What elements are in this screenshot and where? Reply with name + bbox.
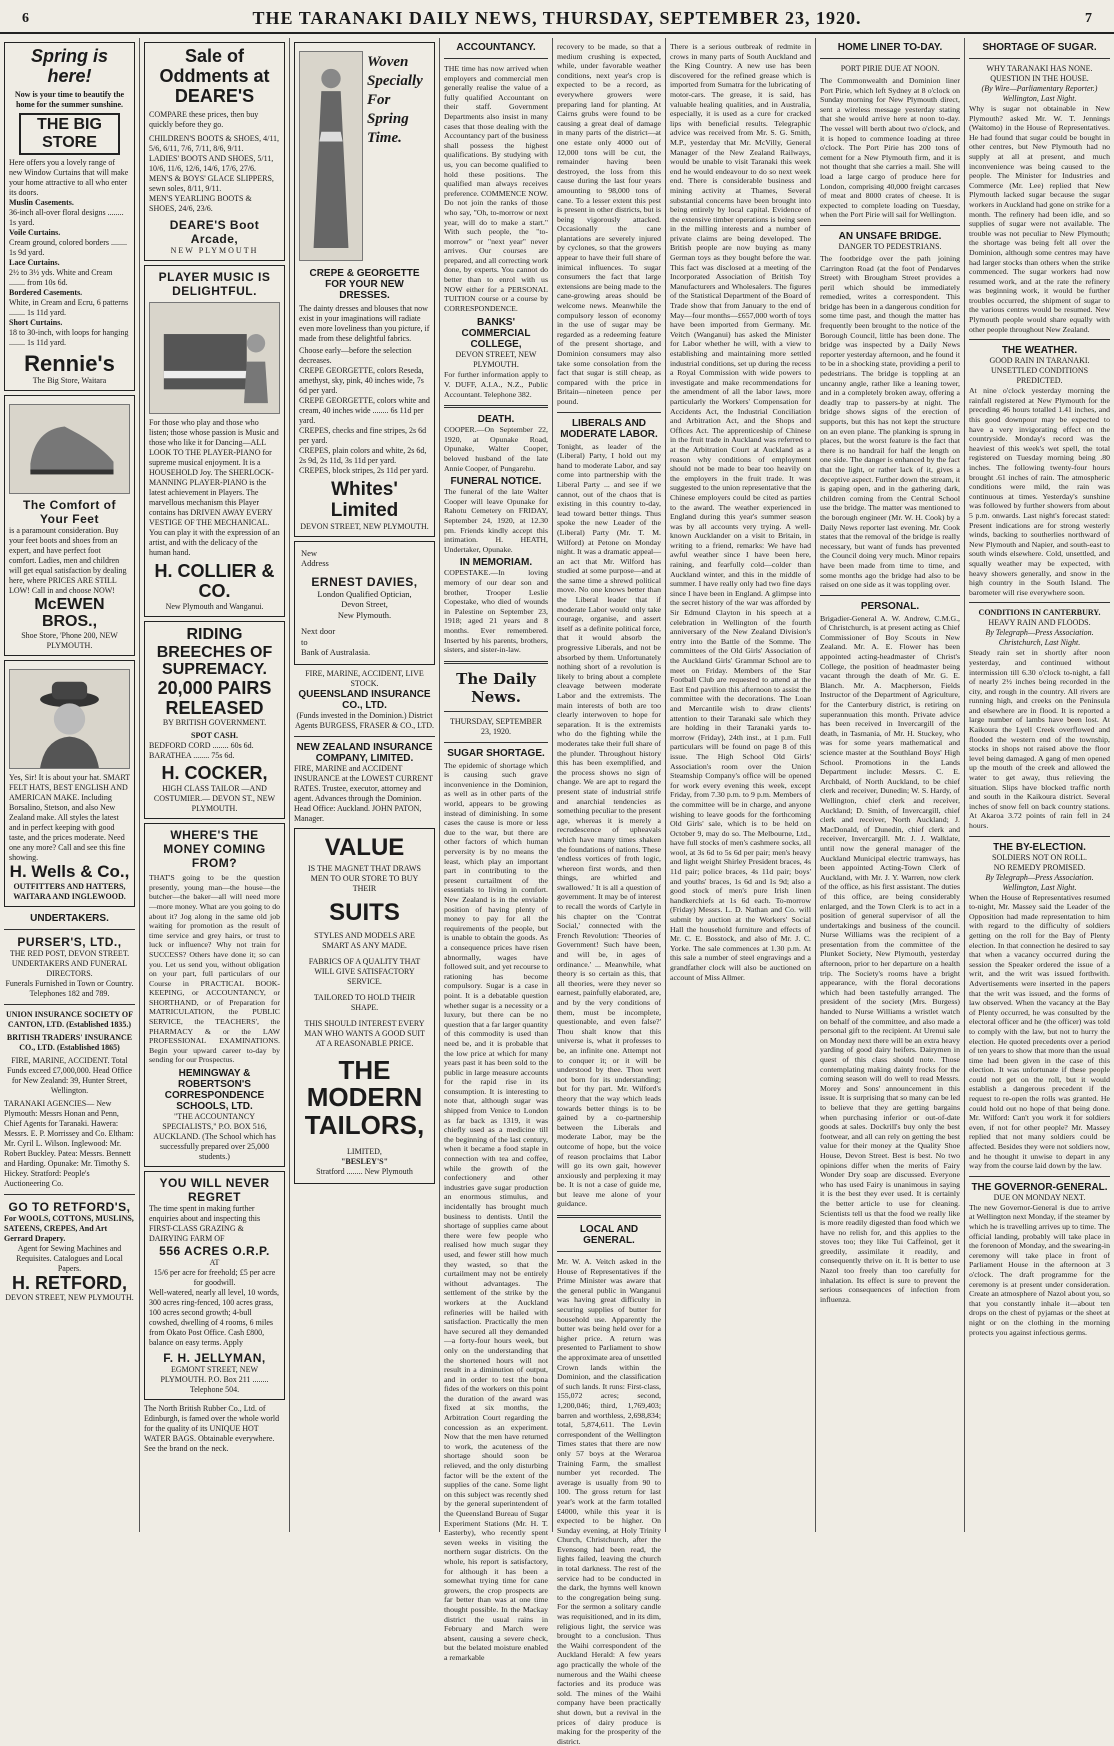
byelection-byline: By Telegraph—Press Association. Wellington, Last Night.: [985, 872, 1094, 892]
sugar-editorial-text: The epidemic of shortage which is causing such grave inconvenience in the Dominion, as well as in other parts of the world, appears to be growing instead of diminishing. In some cases the cause is more or less due to the war, but there are other factors of which human perversity is by no means the least, which play an important part in contributing to the present curtailment of the essentials to living in comfort. New Zealand is in the enviable position of having plenty of money to pay for all the requirements of the people, but is unable to obtain the goods. As a consequence prices have risen abnormally, wages have followed suit, and yet recourse to rationing has become compulsory. Sugar is a case in point. It is a debatable question whether sugar is a necessity or a luxury, but there can be no question that a far larger quantity of this commodity is used than need be, and it is probable that the low price at which for many years past it has been sold to the public in large measure accounts for the rapid rise in its consumption. It is interesting to note that, although sugar was shipped from Venice to London as far back as 1319, it was chiefly used as a medicine till the beginning of the last century, when it became a food staple in connection with tea and coffee, while the growth of the confectionery and other industries gave sugar production an enormous stimulus, and incidentally has brought much business to dentists. Until the shortage of supplies came about there were few people who realised how much sugar they used, and fewer still how much they wasted, so that the curtailment may not be entirely without advantages. The settlement of the strike by the workers at the Auckland refineries will be hailed with satisfaction. Practically the men have secured all they demanded—a forty-four hours week, but only on the understanding that the shortened hours will not result in a diminution of output, and in order to test the bona fides of the workers on this point the duration of the award was fixed at six months, the Arbitration Court regarding the concession as an experiment. Now that the men have returned to work, the acuteness of the shortage should soon be relieved, and the only disturbing factor will be the extent of the supplies of the cane. Some light on this subject was recently shed by the general superintendent of the Queensland Bureau of Sugar Experiment Stations (Mr. H. T. Easterby), who recently spent seven weeks in visiting the northern sugar districts. On the whole, his report is satisfactory, for although it has been a somewhat trying time for cane growers, the crop prospects are far better than was at one time thought possible. In the Mackay district the usual rains in February and March were absent, causing a severe check, but the belated moisture enabled a remarkable: [444, 760, 548, 1662]
acres-at: AT: [209, 1258, 220, 1268]
bedford-price: BEDFORD CORD ........ 60s 6d.: [149, 741, 254, 751]
nzi-name: NEW ZEALAND INSURANCE COMPANY, LIMITED.: [296, 741, 433, 764]
hat-text: Yes, Sir! It is about your hat. SMART FELT HATS, BEST ENGLISH AND AMERICAN MAKE. Including Borsalino, Stetson, and also New Zealand make. All styles the latest and in perfect keeping with good taste, and the prices moderate. Need one any more? Call and see this fine showing.: [9, 772, 131, 862]
modern-tailors-ad: [294, 828, 435, 1184]
byelection-remedy: NO REMEDY PROMISED.: [993, 862, 1086, 872]
davies-next-door: Next door: [301, 626, 336, 637]
crepe-price-line: CREPE GEORGETTE, colors Reseda, amethyst, sky, pink, 40 inches wide, 7s 6d per yard.: [299, 366, 424, 395]
weather-text: At nine o'clock yesterday morning the rainfall registered at New Plymouth for the preceding 46 hours totalled 1.41 inches, and this good downpour may be expected to have a very invigorating effect on the countryside. Monday's record was the heaviest of this week's wet spell, the total registered on Tuesday morning being .80 inches. The following twenty-four hours brought .61 inches of rain. The atmospheric conditions were mild, the rain was continuous at times. Yesterday's sunshine was followed by further showers from about 5 p.m. onwards. Last night's forecast stated: Present indications are for strong westerly winds, backing to southerlies northward of New Plymouth and Napier, and south-east to south winds elsewhere. Cold, unsettled, and squally weather may be expected, with heavy showers generally, and snow in the high country in the South Island. The barometer will rise everywhere soon.: [969, 386, 1110, 597]
spring-text: Now is your time to beautify the home for the summer sunshine.: [14, 89, 125, 109]
money-text: THAT'S going to be the question presently, young man—the house—the butcher—the baker—all will need more—more money. What are you going to do about it? Jog along in the same old job waiting for promotion as the result of time service and grey hairs, or trust to luck or influence? Why not train for SUCCESS? Others have done it; so can you. Let us send you, without obligation on your part, full particulars of our Course in PRACTICAL BOOK-KEEPING, or ACCOUNTANCY, or SHORTHAND, or of Preparation for MATRICULATION, the PUBLIC SERVICE, the TEACHERS', the PHARMACY & or the LAW PROFESSIONAL EXAMINATIONS. Begin your upward career to-day by sending for our Prospectus.: [149, 873, 280, 1065]
deares-price-line: LADIES' BOOTS AND SHOES, 5/11, 10/6, 11/6, 12/6, 14/6, 17/6, 27/6.: [149, 154, 274, 174]
question-house: QUESTION IN THE HOUSE.: [990, 74, 1089, 83]
davies-role: London Qualified Optician,: [317, 588, 412, 599]
bridge-title: AN UNSAFE BRIDGE.: [838, 230, 942, 242]
local-general-continued: There is a serious outbreak of redmite in crows in many parts of South Auckland and the King Country. A new use has been discovered for the refined grease which is imported from Sumatra for the lubricating of motor-cars. The grease, it is said, has valuable healing qualities, and in Australia, especially, it is used as a cure for cracked lips with beneficial results. Telegraphic advice was received from Mr. S. G. Smith, M.P., yesterday that Mr. McVilly, General Manager of the New Zealand Railways, would be unable to visit Taranaki this week end he would endeavour to do so next week end. There is considerable business and mining activity at Thames, Several substantial concerns have been brought into being entirely by local capital. Evidence of the extensive timber operations is being seen in the milling interests and a number of private claims are being developed. The British people are now buying as many German toys as they bought before the war. This fact was disclosed at a meeting of the Incorporated Association of British Toy Manufacturers and Wholesalers. The figures of the Statistical Department of the Board of Trade show that from January to the end of May—four months—£657,000 worth of toys have been imported from Germany. Mr. Veitch (Wanganui) has asked the Minister for Labor whether he will, with a view to establishing and maintaining more settled industrial conditions, set up during the recess a Royal Commission with wide powers to investigate and make recommendations for the amendment of all the labor laws, more particularly the Workers' Compensation for Accidents Act, the Industrial Conciliation and Arbitration Act, and the Shops and Offices Act. The apprenticeship of Chinese in the fruit trade in Auckland was referred to at the Arbitration Court at Auckland as a reason why conditions of employment should not be made to bear too heavily on the employers in the fruit trade. It was suggested to the union representative that the Chinese employers could be cited as parties to the award. The weather experienced in England during this year's summer season was by all accounts very trying. A well-known Aucklander on a visit to Britain, in writing to a friend, remarks: We have had awful weather since I have been here, raining, and fearfully cold—colder than Auckland winter, and this in the middle of summer. I have really only had two fine days since I have been in England. A glimpse into the secret history of the war was afforded by Sir Edmund Clayton in his speech at a celebration in Wellington of the fourth anniversary of the New Zealand Division's entry into the Battle of the Somme. The committees of the Old Girls' Association of the Auckland Girls' Grammar School are to meet on Friday. Members of the Star Football Club are requested to attend at the East End pavilion this afternoon to assist the committee with the decorations. The Loan and Mercantile wish to draw clients' attention to their Taranaki sale which they are holding in their Taranaki yards to-morrow (Friday), 24th inst., at 1 p.m. Full particulars will be found on page 8 of this issue. The High School Old Girls' Association's room over the Union Steamship Company's office will be opened for work every evening this week, except Friday, from 7.30 p.m. to 9 p.m. Members of the committee will be in charge, and anyone wishing to leave goods for the forthcoming Old Girls' sale, which is to be held on October 9, may do so. The Melbourne, Ltd., have full stocks of men's cashmere socks, all wool, at 3s 6d to 5s 6d per pair; men's heavy and light weight Shirley President braces, 4s 11d pair; police braces, 4s 11d pair; boys' and youths' braces, 1s 6d and 1s 9d; also a good stock of men's pure Irish linen handkerchiefs at 1s 6d each. To-morrow (Friday) Messrs. L. D. Nathan and Co. will submit by auction at the Workers' Social Hall the household furniture and effects of Mr. C. E. Bosstock, and also of Mr. J. C. Yorke. The sale commences at 1.30 p.m. At this sale a number of steel engravings and a grandfather clock will also be auctioned on account of Miss Allmer.: [670, 42, 811, 982]
accountancy-title: ACCOUNTANCY.: [456, 42, 536, 53]
deares-arcade: DEARE'S Boot Arcade,: [169, 218, 260, 247]
column-4: [440, 38, 553, 1662]
spring-headline: Spring is here!: [30, 46, 108, 86]
whites-name: Whites' Limited: [330, 479, 399, 521]
pursers-sub: UNDERTAKERS AND FUNERAL DIRECTORS.: [11, 958, 128, 978]
column-1: [0, 38, 140, 1532]
governor-title: THE GOVERNOR-GENERAL.: [971, 1181, 1108, 1193]
curtain-item-desc: 36-inch all-over floral designs ........ 1s yard.: [9, 207, 124, 227]
wells-ad: [4, 660, 135, 907]
column-3: [290, 38, 440, 1532]
dress-illustration: [299, 51, 363, 261]
curtain-item-desc: 18 to 30-inch, with loops for hanging ........ 1s 11d yard.: [9, 327, 129, 347]
sugar-continued-text: recovery to be made, so that a medium crushing is expected, while, under favorable weather conditions, next year's crop is expected to be a record, as everywhere growers were preparing land for planting. At Cairns grubs were found to be causing a great deal of damage in many parts of the district—at one estate only 4000 out of 12,000 tons will be cut, the remainder having been destroyed, the loss from this cause during the last four years amounting to 98,000 tons of cane. To a lesser extent this pest is present in other districts, but is being vigorously attacked. Occasionally the cane plantations are severely injured by cyclones, so that the growers appear to have their full share of inimical influences. To sugar consumers the fact that large extensions are being made to the cane-growing areas should be welcome news. Meanwhile the compulsory lesson of economy in the use of sugar may be regarded as a redeeming feature of the present shortage, and Dominion consumers may also take some consolation from the fact that sugar is still cheap, as compared with the price in Britain—nineteen pence per pound.: [557, 42, 661, 406]
crepe-price-line: CREPES, checks and fine stripes, 2s 6d per yard.: [299, 426, 427, 445]
page-number-left: 6: [22, 10, 29, 26]
weather-unsettled: UNSETTLED CONDITIONS PREDICTED.: [990, 366, 1089, 386]
styles-text: STYLES AND MODELS ARE SMART AS ANY MADE.: [314, 931, 415, 951]
acres-price: 15/6 per acre for freehold; £5 per acre for goodwill.: [153, 1268, 276, 1288]
curtain-list: [9, 198, 130, 348]
banks-info: For further information apply to V. DUFF, A.I.A., N.Z., Public Accountant. Telephone 382.: [444, 370, 548, 399]
cocker-sub: HIGH CLASS TAILOR —AND COSTUMIER.— DEVON ST., NEW PLYMOUTH.: [153, 784, 276, 814]
jellyman-ad: [144, 1171, 285, 1400]
personal-text: Brigadier-General A. W. Andrew, C.M.G., of Christchurch, is at present acting as Chief Commissioner of Boy Scouts in New Zealand. Mr. A. E. Flower has been appointed acting-headmaster of Christ's College, the position of headmaster being vacant through the death of Mr. G. E. Blanch. Mr. A. Macpherson, Fields Instructor of the Department of Agriculture, for the Canterbury district, is retiring on superannuation this month. Private advice has been received in Invercargill of the death, in Tasmania, of Mr. H. Stuckey, who was for some years mathematical and science master at the Southland Boys' High School. Promotions in the Lands Department include: Messrs. C. E. Archbald, of North Auckland, to be chief clerk and receiver, Dunedin; W. S. Hardy, of Wellington, chief clerk and receiver, Auckland; D. Smith, of Invercargill, chief clerk and receiver, North Auckland; J. MacDonald, of Dunedin, chief clerk and receiver, Invercargill. Mr. J. J. Walklate, until now the general manager of the Auckland Municipal electric tramways, has been appointed Acting-Town Clerk of Auckland, with Mr. J. Y. Warren, now clerk of the office, as his first assistant. The duties of this office, are being considerably enlarged, and the Town Clerk is to act in a position of general supervisor of all the undertakings and business of the council. Nurse Williams was the recipient of a presentation from the committee of the Plunket Society, New Plymouth, yesterday afternoon, prior to her departure on a health trip. The Society's rooms have a bright appearance, with the floral decorations which had been tastefully arranged. The president of the society (Mrs. Burgess) handed to Nurse Williams a wristlet watch on behalf of the committee, and also made a personal gift to the recipient. At Urenui sale on Monday next there will be an extra heavy yarding of good dairy heifers. Dairymen in quest of this class should note. Those contemplating making dainty frocks for the coming season will do well to read Messrs. Morey and Sons' announcement in this issue. It is surprising that so many can be led to believe that they are getting bargains when purchasing inferior or out-of-date goods at sales. Dockrill's buy only the best footwear, and all can rely on getting the best value for their money at the Quality Shoe House, Devon Street. Best is best. No two opinions differ when the merits of Fairy Wonder Dry soap are discussed. Everyone who has used Fairy is unanimous in saying it is the best they ever used. It is certainly the better article to use for cleaning. Scientists tell us that the food we really like is more readily digested than food which we have no relish for, and this applies to the stoves too; they like Tui Caffeinol, get it greedily, assimilate it readily, and consequently thrive on it. It is better to use Nazol too freely than too carefully for inhalation. Its effect is sure to prevent the serious consequences of infection from influenza.: [820, 613, 960, 1304]
fabrics-text: FABRICS OF A QUALITY THAT WILL GIVE SATISFACTORY SERVICE.: [308, 957, 421, 987]
crepe-price-list: [299, 366, 430, 476]
bridge-sub: DANGER TO PEDESTRIANS.: [838, 241, 942, 251]
crepe-price-line: CREPES, block stripes, 2s 11d per yard.: [299, 466, 429, 475]
memoriam-text: COPESTAKE.—In loving memory of our dear son and brother, Trooper Leslie Copestake, who died of wounds in Palestine on September 23, 1918; aged 21 years and 8 months. Ever remembered. Inserted by his parents, brothers, sisters, and sister-in-law.: [444, 568, 548, 655]
davies-address-label: Address: [301, 558, 329, 569]
jellyman-sub: EGMONT STREET, NEW PLYMOUTH. P.O. Box 211 ........ Telephone 504.: [160, 1365, 269, 1395]
collier-name: H. COLLIER & CO.: [154, 561, 275, 602]
retford-list: For WOOLS, COTTONS, MUSLINS, SATEENS, CREPES, And Art Gerrard Drapery.: [4, 1213, 134, 1243]
deares-price-list: [149, 134, 280, 214]
mcewen-sub: Shoe Store, 'Phone 200, NEW PLYMOUTH.: [21, 630, 118, 650]
crepe-price-line: CREPES, plain colors and white, 2s 6d, 2s 9d, 2s 11d, 3s 11d per yard.: [299, 446, 427, 465]
whites-ad: [294, 42, 435, 537]
shortage-byline: (By Wire—Parliamentary Reporter.) Wellington, Last Night.: [981, 84, 1098, 103]
labor-text: Tonight, as leader of the (Liberal) Party, I hold out my hand to moderate Labor, and say come into partnership with the Liberal Party ... and see if we cannot, out of the chaos that is existing in this country to-day, lead toward better things. Thus spoke the new Leader of the (Liberal) Party (Mr. T. M. Wilford) at Petone on Monday night. It was a dramatic appeal—an act that Mr. Wilford has studied at some purpose—and at the same time a shrewd political move. No one knows better than the Liberal leader that if moderate Labor would only take courage, organise, and assert itself as a definite political force, that it would absorb the progressive Liberals, and not be absorbed by them. Unfortunately nothing short of a revolution is likely to bring about a complete cleavage between moderate Labor and the extremists. The main interests of both are too clearly interwoven to hope for separation. It is the extremists who do the fighting while the moderates take their full share of the plunder. Throughout history this has been exemplified, and the process shows no sign of change. We are apt to regard the present state of industrial strife and anarchial tendencies as something peculiar to the present age, whereas it is merely a recrudescence of upheavals which have many times shaken the foundations of nations. These 'endless vortices of froth logic, whereon first words, and then things, are whirled and swallowed.' It is all a question of government. It may be of interest to recall the words of Carlyle in his chapter on the 'Contrat Social,' connected with the French Revolution: 'Theories of Government! Such have been, and will be, in ages of ordinance.' ... Meanwhile, what theory is so certain as this, that all theories, were they never so earnest, painfully elaborated, are, and by the very conditions of them, must be incomplete, questionable, and even false?' Thou shalt know that this universe is, what it professes to be, an infinite one. Attempt not to conquer it; or it will be understood by thee. Thou wert not born for its understanding; but for thy part. Mr. Wilford's theory that the way which leads towards better things is to be gained by a co-partnership between the Liberals and moderate Labor, may be the outcome of hope, but the voice of reason proclaims that Labor will go its own gait, however anxiously and perplexing it may be. It is not a case of guide me, but leave me alone of your guidance.: [557, 441, 661, 1209]
wells-sub: OUTFITTERS AND HATTERS, WAITARA AND INGLEWOOD.: [13, 881, 126, 901]
page-number-right: 7: [1085, 10, 1092, 26]
big-store-text: Here offers you a lovely range of new Window Curtains that will make your home attractive to all who enter its doors.: [9, 157, 129, 197]
column-6: [666, 38, 816, 1532]
collier-sub: New Plymouth and Wanganui.: [165, 601, 264, 611]
byelection-sub: SOLDIERS NOT ON ROLL.: [992, 852, 1087, 862]
liner-text: The Commonwealth and Dominion liner Port Pirie, which left Sydney at 8 o'clock on Sunday morning for New Plymouth direct, sent a wireless message yesterday stating that she would arrive here at noon to-day. The vessel will berth about two o'clock, and it is hoped to commence loading at three o'clock. The Port Pirie has 200 tons of cement for a New Plymouth firm, and it is not thought that she carries a mail. She will load a large cargo of produce here for London, comprising 40,000 freight carcases of meat and 8000 crates of cheese. It is expected to complete loading on Tuesday, when the Port Pirie will sail for Wellington.: [820, 76, 960, 220]
curtain-item-desc: Cream ground, colored borders ........ 1s 9d yard.: [9, 237, 127, 257]
masthead: [0, 0, 1114, 34]
curtain-item-name: Voile Curtains.: [9, 227, 61, 237]
curtain-item-name: Lace Curtains.: [9, 257, 60, 267]
comfort-title: The Comfort of Your Feet: [23, 497, 116, 526]
value-title: VALUE: [324, 833, 405, 861]
riding-title: RIDING BREECHES OF SUPREMACY.: [156, 625, 273, 679]
hemingway-ad: [144, 823, 285, 1167]
retford-name: H. RETFORD,: [12, 1272, 127, 1293]
player-title: PLAYER MUSIC IS DELIGHTFUL.: [158, 270, 271, 299]
tailored-text: TAILORED TO HOLD THEIR SHAPE.: [313, 993, 416, 1013]
qi-head: FIRE, MARINE, ACCIDENT, LIVE STOCK.: [305, 668, 424, 688]
regret-title: YOU WILL NEVER REGRET: [159, 1176, 270, 1205]
canterbury-byline: By Telegraph—Press Association. Christchurch, Last Night.: [985, 628, 1094, 648]
bridge-text: The footbridge over the path joining Carrington Road (at the foot of Pendarves Street) with Brougham Street provides a peril which should be immediately remedied, writes a correspondent. This bridge has been in a dangerous condition for some time past, and though the matter has frequently been brought to the notice of the Borough Council, little has been done. The bridge was inspected by a Daily News reporter yesterday afternoon, and he found it to be in a shocking state, providing a peril to pedestrians. The bridge is toppling at an uncanny angle, rather like a leaning tower, and in a completely broken away, offering a deadly trap to passers-by at night. The bridge shows signs of the erection of supports, but this has not kept the structure on an even plane. The planking is sprung in places, but the worst feature is the fact that there is no handrail for half the length on one side. The danger is enhanced by the fact that the light, or rather lack of it, gives a deceptive aspect. Further down the stream, it is gaping open, and in the gathering dark, children coming from the Central School use the bridge. The matter was mentioned to the borough engineer (Mr. W. H. Cook) by a Daily News reporter last evening. Mr. Cook states that the removal of the bridge is really necessary, but want of funds has prevented the Council doing very much. Minor repairs have been made from time to time, and some months ago the bridge had also to be raised on one side as it was toppling over.: [820, 253, 960, 590]
rennie-sub: The Big Store, Waitara: [32, 375, 107, 385]
hemingway-sub: "THE ACCOUNTANCY SPECIALISTS," P.O. BOX 516, AUCKLAND. (The School which has successfully prepared over 25,000 students.): [153, 1112, 276, 1162]
canterbury-title: CONDITIONS IN CANTERBURY.: [978, 608, 1101, 618]
local-general-title: LOCAL AND GENERAL.: [579, 1224, 639, 1247]
deares-price-line: MEN'S & BOYS' GLACE SLIPPERS, sewn soles, 8/11, 9/11.: [149, 174, 274, 194]
comfort-text: is a paramount consideration. Buy your feet boots and shoes from an expert, and have perfect foot comfort. Ladies, men and children will get equal satisfaction by dealing here, where PRICES ARE STILL LOW! Call in and choose NOW!: [9, 525, 127, 595]
interest-text: THIS SHOULD INTEREST EVERY MAN WHO WANTS A GOOD SUIT AT A REASONABLE PRICE.: [304, 1019, 425, 1049]
memoriam-heading: IN MEMORIAM.: [459, 557, 533, 569]
column-5: [553, 38, 666, 1746]
accountancy-text: THE time has now arrived when employers and commercial men generally realise the value of a fully qualified Accountant on their staff. Government Departments also insist in many cases that those dealing with the Accountancy part of the business shall possess the highest qualifications. By studying with us, you can become qualified to hold these positions. The qualified man always receives preference. COMMENCE NOW. Do not join the ranks of those who say, "Oh, to-morrow or next year, will do to make a start." With such people, the "to-morrow" or "next year" never arrives. Our courses are prepared, and all correcting work done, by experts. You cannot do better than to enrol with us NOW either for a PERSONAL TUITION course or a course by CORRESPONDENCE.: [444, 64, 548, 313]
liner-title: HOME LINER TO-DAY.: [837, 42, 943, 53]
money-title: WHERE'S THE MONEY COMING FROM?: [163, 828, 266, 871]
curtain-item-name: Short Curtains.: [9, 317, 63, 327]
whites-sub: DEVON STREET, NEW PLYMOUTH.: [300, 521, 429, 531]
banks-address: DEVON STREET, NEW PLYMOUTH.: [455, 350, 537, 370]
governor-sub: DUE ON MONDAY NEXT.: [993, 1192, 1086, 1202]
pairs-sub: BY BRITISH GOVERNMENT.: [162, 718, 267, 728]
column-8: [965, 38, 1114, 1532]
deares-ad: [144, 42, 285, 261]
mcewen-ad: [4, 395, 135, 656]
qi-sub: (Funds invested in the Dominion.) District Agents BURGESS, FRASER & CO., LTD.: [294, 710, 435, 730]
value-text: IS THE MAGNET THAT DRAWS MEN TO OUR STORE TO BUY THEIR: [308, 863, 421, 893]
big-store-ad: [4, 42, 135, 391]
hat-man-illustration: [9, 669, 130, 769]
deares-location: NEW PLYMOUTH: [170, 246, 259, 256]
crepe-text: The dainty dresses and blouses that now exist in your imaginations will radiate even more loveliness than you picture, if made from these delightful fabrics.: [299, 304, 430, 343]
besley: "BESLEY'S": [340, 1157, 389, 1167]
deares-price-line: MEN'S YEARLING BOOTS & SHOES, 24/6, 23/6.: [149, 194, 252, 214]
stratford: Stratford ........ New Plymouth: [316, 1167, 413, 1177]
woven-title: Woven Specially For Spring Time.: [367, 54, 423, 146]
shortage-title: SHORTAGE OF SUGAR.: [982, 42, 1097, 53]
crepe-price-line: CREPE GEORGETTE, colors white and cream, 40 inches wide ........ 6s 11d per yard.: [299, 396, 430, 425]
cocker-ad: [144, 621, 285, 819]
qi-name: QUEENSLAND INSURANCE CO., LTD.: [298, 688, 431, 711]
column-2: [140, 38, 290, 1532]
pursers-address: THE RED POST, DEVON STREET.: [9, 948, 130, 958]
collier-ad: [144, 265, 285, 617]
retford-title: GO TO RETFORD'S,: [8, 1199, 131, 1214]
curtain-item-desc: White, in Cream and Ecru, 6 patterns ........ 1s 11d yard.: [9, 297, 129, 317]
crepe-choose: Choose early—before the selection decreases.: [299, 346, 412, 365]
personal-title: PERSONAL.: [860, 600, 920, 612]
byelection-text: When the House of Representatives resumed to-night, Mr. Massey said the Leader of the Opposition had made representation to him with regard to the difficulty of soldiers getting on the roll for the Bay of Plenty election. In that connection he desired to say that when a vacancy occurred during the session the Speaker ordered the issue of a writ, and the writ was issued forthwith. Advertisements were inserted in the papers that the writ was issued, and the forms of law observed. When the vacancy at the Bay of Plenty occurred, he was consulted by the electoral officer and he (the officer) was told to comply with the law, but not to hurry the election. He quoted precedents over a period of ten years to show that more than the usual time had been given in the case of this election. It was unfortunate if these people could not get on the roll, but it would establish a dangerous precedent if the request to re-open the rolls was granted. He could hold out no hope of that being done. Mr. Wilford: Can't you work it for soldiers even, if not for other people? Mr. Massey replied that not many soldiers could be affected. Besides they were not soldiers now, and he thought it unwise to depart in any way from the course laid down by the law.: [969, 892, 1110, 1171]
nzi-text: FIRE, MARINE and ACCIDENT INSURANCE at the LOWEST CURRENT RATES. Trustee, executor, attorney and agent. Advances through the Dominion. Head Office: Auckland. JOHN PATON, Manager.: [294, 763, 433, 823]
editorial-date: THURSDAY, SEPTEMBER 23, 1920.: [449, 716, 543, 736]
union-insurance: UNION INSURANCE SOCIETY OF CANTON, LTD. (Established 1835.): [5, 1009, 134, 1029]
shortage-text: Why is sugar not obtainable in New Plymouth? asked Mr. W. T. Jennings (Waitomo) in the House of Representatives. He had found that sugar could be bought in other centres, but New Plymouth had no supply at all at present, and much inconvenience was being caused to the people. The Minister for Industries and Commerce (Mr. Lee) replied that New Plymouth lacked sugar because the sugar workers in Auckland had gone on strike for a month. The refinery had been idle, and so supplies of sugar were not available. The trouble was not peculiar to New Plymouth; the shortage was being felt all over the Dominion, although some centres may have had larger stocks than others when the strike commenced. The sugar workers had now resumed work, and at the rate the refinery was beginning work, it would be further troubles occurred, the shipment of sugar to the various centres would be resumed. New Plymouth people would share equally with other people throughout New Zealand.: [969, 104, 1110, 334]
wells-name: H. Wells & Co.,: [9, 861, 130, 881]
curtain-item-name: Bordered Casements.: [9, 287, 83, 297]
fire-marine: FIRE, MARINE, ACCIDENT. Total Funds exceed £7,000,000. Head Office for New Zealand: 39, Hunter Street, Wellington.: [7, 1055, 132, 1095]
byelection-title: THE BY-ELECTION.: [993, 841, 1086, 853]
death-heading: DEATH.: [477, 414, 515, 426]
rennie-logo: Rennie's: [24, 350, 115, 376]
farm-text: Well-watered, nearly all level, 10 words, 300 acres ring-fenced, 100 acres grass, 100 acres second growth; 4-bull cowshed, dwelling of 4 rooms, 6 miles from Okato Post Office. Cash £800, balance on easy terms. Apply: [149, 1288, 279, 1348]
barathea-price: BARATHEA ........ 75s 6d.: [149, 751, 235, 761]
column-7: [816, 38, 965, 1532]
deares-title: Sale of Oddments at DEARE'S: [159, 46, 270, 106]
deares-compare: COMPARE these prices, then buy quickly before they go.: [149, 110, 259, 130]
taranaki-agencies: TARANAKI AGENCIES— New Plymouth: Messrs Honan and Penn, Chief Agents for Taranaki. Hawera: Messrs. E. P. Morrissey and Co. Eltham: Mr. Cyril L. Wilson. Inglewood: Mr. Robert Buckley. Patea: Messrs. Bennett and Harding. Opunake: Mr. Timothy S. Hickey. Stratford: People's Auctioneering Co.: [4, 1098, 134, 1188]
local-general-text: Mr. W. A. Veitch asked in the House of Representatives if the Prime Minister was aware that the general public in Wanganui was having great difficulty in securing supplies of butter for household use. Apparently the butter was being held over for a higher price. A return was presented to Parliament to show the approximate area of unsettled Crown lands within the Dominion, and the classification of such lands. It runs: First-class, 155,072 acres; second, 1,200,046; third, 1,769,403; barren and worthless, 2,698,834; total, 5,874,611. The Levin correspondent of the Wellington Times states that there are now only 57 boys at the Weraroa Training Farm, the smallest number yet recorded. The average is usually from 90 to 100. The gross return for last year's work at the farm totalled £4000, while this year it is expected to be higher. On Sunday evening, at Holy Trinity Church, Christchurch, after the Evensong had been read, the lights failed, leaving the church in total darkness. The rest of the service had to be conducted in the dark, the hymns well known to the congregation being sung. For the sermon a solitary candle was requisitioned, and in its dim, religious light, the service was brought to a conclusion. Thus the Waihi correspondent of the Auckland Herald: A few years ago practically the whole of the numerous and the Waihi cheese factories and its produce was sold. The mines of the Waihi company have been practically shut down, but a revival in the prices of dairy produce is making for the prosperity of the district.: [557, 1257, 661, 1746]
jellyman-name: F. H. JELLYMAN,: [163, 1351, 266, 1366]
hemingway-name: HEMINGWAY & ROBERTSON'S CORRESPONDENCE SCHOOLS, LTD.: [164, 1068, 265, 1113]
shortage-sub: WHY TARANAKI HAS NONE.: [986, 64, 1093, 73]
pursers-name: PURSER'S, LTD.,: [17, 934, 122, 949]
modern-ltd: LIMITED,: [347, 1147, 382, 1157]
retford-addr: DEVON STREET, NEW PLYMOUTH.: [5, 1293, 134, 1303]
daily-news-title: The Daily News.: [456, 669, 536, 706]
mcewen-name: McEWEN BROS.,: [34, 595, 105, 631]
suits-title: SUITS: [329, 898, 400, 926]
regret-text: The time spent in making further enquiries about and inspecting this FIRST-CLASS GRAZING & DAIRYING FARM OF: [149, 1204, 261, 1244]
player-text: For those who play and those who listen; those whose passion is Music and those who like it for Dancing—ALL LOOK TO THE PLAYER-PIANO for supreme musical enjoyment. It is a HOUSEHOLD Joy. The SHERLOCK-MANNING PLAYER-PIANO is the latest achievement in Players. The marvellous mechanism this Player contains has DRIVEN AWAY EVERY VESTIGE OF THE MECHANICAL. You can play it with the expression of an artist, and with the delicacy of the human hand.: [149, 418, 280, 558]
davies-town: New Plymouth.: [337, 609, 392, 620]
masthead-title: THE TARANAKI DAILY NEWS, THURSDAY, SEPTEMBER 23, 1920.: [252, 8, 862, 28]
banks-name: BANKS' COMMERCIAL COLLEGE,: [461, 317, 531, 351]
acres-title: 556 ACRES O.R.P.: [159, 1244, 270, 1259]
funeral-heading: FUNERAL NOTICE.: [450, 476, 542, 488]
sugar-editorial-title: SUGAR SHORTAGE.: [447, 747, 545, 759]
pursers-tel: Funerals Furnished in Town or Country. Telephones 182 and 789.: [5, 978, 134, 998]
retford-agent: Agent for Sewing Machines and Requisites. Catalogues and Local Papers.: [16, 1243, 123, 1273]
spot-cash: SPOT CASH.: [191, 731, 238, 741]
deares-price-line: CHILDREN'S BOOTS & SHOES, 4/11, 5/6, 6/11, 7/6, 7/11, 8/6, 9/11.: [149, 134, 280, 154]
weather-sub: GOOD RAIN IN TARANAKI.: [989, 356, 1090, 366]
davies-to: to: [301, 636, 308, 647]
curtain-item-desc: 2½ to 3½ yds. White and Cream ........ from 10s 6d.: [9, 267, 113, 287]
pairs-released: 20,000 PAIRS RELEASED: [157, 677, 272, 718]
canterbury-text: Steady rain set in shortly after noon yesterday, and continued without intermission till 6.30 o'clock to-night, a fall of nearly 2½ inches being recorded in the city, and rough in the country. All rivers are running high, and creeks on the Peninsula and elsewhere are in flood. It is reported a large number of lambs have been lost. At Kaikoura the Lyell Creek overflowed and flooded the western end of the township, stocks in shops not raised above the floor level being damaged. A gang of men opened up the mouth of the creek and allowed the water to get away, thus relieving the situation. Slips have blocked traffic north and south in the Kaikoura district. Several inches of snow fell on back country stations. At Akaroa 3.72 points of rain fell in 24 hours.: [969, 648, 1110, 830]
liner-sub: PORT PIRIE DUE AT NOON.: [840, 64, 940, 73]
davies-new: New: [301, 547, 318, 558]
crepe-title: CREPE & GEORGETTE FOR YOUR NEW DRESSES.: [309, 268, 420, 301]
davies-street: Devon Street,: [341, 599, 388, 610]
davies-name: ERNEST DAVIES,: [311, 574, 418, 589]
big-store-logo: THE BIG STORE: [19, 113, 120, 155]
curtain-item-name: Muslin Casements.: [9, 197, 74, 207]
cocker-name: H. COCKER,: [161, 763, 268, 784]
funeral-text: The funeral of the late Walter Cooper will leave Opunake for Rahotu Cemetery on FRIDAY, September 24, 1920, at 12.30 pm. Friends kindly accept this intimation. H. HEATH, Undertaker, Opunake.: [444, 487, 548, 554]
undertakers-heading: UNDERTAKERS.: [30, 912, 109, 924]
rubber-ad: The North British Rubber Co., Ltd. of Edinburgh, is famed over the whole world for the quality of its UNIQUE HOT WATER BAGS. Obtainable everywhere. See the brand on the neck.: [144, 1404, 280, 1454]
labor-title: LIBERALS AND MODERATE LABOR.: [560, 417, 658, 440]
davies-ad: [294, 541, 435, 665]
death-text: COOPER.—On September 22, 1920, at Opunake Road, Opunake, Walter Cooper, beloved husband of the late Annie Cooper, of Pungarehu.: [444, 425, 548, 473]
piano-illustration: [149, 302, 280, 414]
governor-text: The new Governor-General is due to arrive at Wellington next Monday, if the steamer by which he is travelling arrives up to time. The official landing, probably will take place in the forenoon of Monday, and the swearing-in ceremony will take place in front of Parliament House in the afternoon at 3 o'clock. The draft programme for the ceremony is at present under consideration. Create an atmosphere of Nazol about you, so that you constantly inhale it—about ten drops on the chest of pyjamas or the sheet at night or on the clothing in the morning protects you against infectious germs.: [969, 1202, 1110, 1337]
davies-bank: Bank of Australasia.: [301, 647, 371, 658]
shoe-illustration: [9, 404, 130, 494]
weather-title: THE WEATHER.: [1001, 345, 1078, 357]
canterbury-sub: HEAVY RAIN AND FLOODS.: [988, 618, 1091, 628]
british-traders: BRITISH TRADERS' INSURANCE CO., LTD. (Established 1865): [6, 1032, 133, 1052]
modern-name: THE MODERN TAILORS,: [304, 1055, 425, 1140]
